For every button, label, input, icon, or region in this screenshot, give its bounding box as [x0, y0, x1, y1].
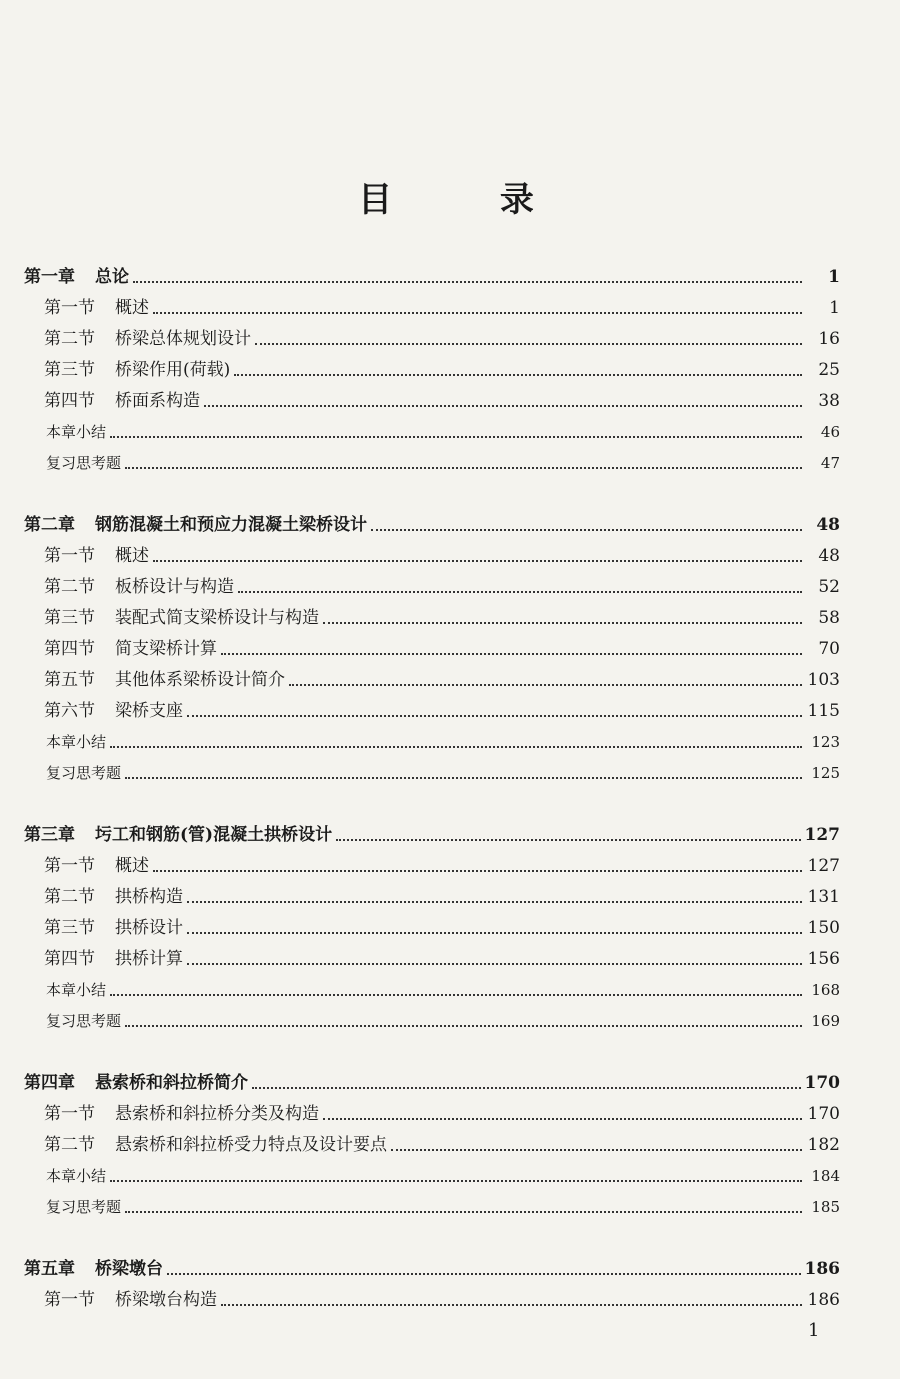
dot-leader — [133, 281, 802, 283]
entry-number: 第三节 — [44, 360, 95, 380]
entry-title: 本章小结 — [46, 423, 107, 441]
entry-label — [46, 758, 121, 789]
entry-title: 拱桥设计 — [115, 918, 183, 938]
chapter-entry[interactable] — [24, 510, 840, 541]
entry-page: 16 — [818, 329, 840, 349]
dot-leader — [110, 1180, 802, 1182]
entry-label — [44, 634, 217, 665]
chapter-entry[interactable] — [24, 262, 840, 293]
section-entry[interactable] — [24, 324, 840, 355]
dot-leader — [221, 1304, 802, 1306]
entry-label — [44, 572, 234, 603]
entry-label — [44, 293, 149, 324]
dot-leader — [110, 746, 802, 748]
entry-page: 52 — [818, 577, 840, 597]
dot-leader — [125, 467, 802, 469]
entry-page: 184 — [811, 1167, 840, 1185]
entry-title: 概述 — [115, 546, 149, 566]
entry-label — [24, 1254, 163, 1285]
dot-leader — [187, 932, 802, 934]
entry-label — [44, 882, 183, 913]
entry-number: 第二节 — [44, 1135, 95, 1155]
section-entry[interactable] — [24, 634, 840, 665]
entry-title: 本章小结 — [46, 981, 107, 999]
entry-page: 168 — [811, 981, 840, 999]
entry-page: 38 — [818, 391, 840, 411]
entry-page: 170 — [804, 1073, 840, 1093]
dot-leader — [391, 1149, 802, 1151]
dot-leader — [234, 374, 802, 376]
dot-leader — [255, 343, 802, 345]
dot-leader — [167, 1273, 801, 1275]
entry-label — [44, 1099, 319, 1130]
section-entry[interactable] — [24, 541, 840, 572]
entry-title: 桥梁墩台 — [95, 1259, 163, 1279]
section-entry[interactable] — [24, 696, 840, 727]
dot-leader — [252, 1087, 801, 1089]
section-entry[interactable] — [24, 1130, 840, 1161]
entry-number: 第四节 — [44, 949, 95, 969]
dot-leader — [238, 591, 802, 593]
chapter-gap — [24, 479, 840, 510]
entry-number: 第一节 — [44, 546, 95, 566]
entry-title: 装配式简支梁桥设计与构造 — [115, 608, 319, 628]
entry-label — [46, 975, 106, 1006]
entry-page: 47 — [820, 454, 840, 472]
dot-leader — [336, 839, 800, 841]
entry-page: 125 — [811, 764, 840, 782]
section-entry[interactable] — [24, 355, 840, 386]
table-of-contents — [24, 262, 840, 1316]
dot-leader — [289, 684, 802, 686]
entry-label — [44, 1285, 217, 1316]
entry-page: 58 — [818, 608, 840, 628]
review-entry[interactable] — [24, 758, 840, 789]
section-entry[interactable] — [24, 882, 840, 913]
entry-label — [44, 355, 230, 386]
entry-title: 梁桥支座 — [115, 701, 183, 721]
entry-page: 169 — [811, 1012, 840, 1030]
dot-leader — [153, 870, 802, 872]
section-entry[interactable] — [24, 572, 840, 603]
dot-leader — [110, 994, 802, 996]
entry-title: 拱桥计算 — [115, 949, 183, 969]
entry-title: 概述 — [115, 856, 149, 876]
entry-label — [46, 417, 106, 448]
entry-number: 第五章 — [24, 1259, 75, 1279]
section-entry[interactable] — [24, 1285, 840, 1316]
entry-label — [24, 262, 129, 293]
chapter-block — [24, 262, 840, 479]
section-entry[interactable] — [24, 851, 840, 882]
entry-title: 桥梁作用(荷载) — [115, 360, 231, 380]
section-entry[interactable] — [24, 944, 840, 975]
entry-title: 悬索桥和斜拉桥受力特点及设计要点 — [115, 1135, 387, 1155]
entry-page: 70 — [818, 639, 840, 659]
entry-label — [44, 386, 200, 417]
entry-label — [46, 1006, 121, 1037]
entry-page: 156 — [807, 949, 840, 969]
entry-number: 第三节 — [44, 918, 95, 938]
chapter-gap — [24, 1223, 840, 1254]
entry-page: 123 — [811, 733, 840, 751]
chapter-block — [24, 510, 840, 789]
entry-title: 悬索桥和斜拉桥简介 — [95, 1073, 248, 1093]
dot-leader — [110, 436, 802, 438]
dot-leader — [323, 622, 802, 624]
entry-number: 第四节 — [44, 639, 95, 659]
entry-page: 170 — [807, 1104, 840, 1124]
entry-title: 复习思考题 — [46, 764, 122, 782]
entry-page: 131 — [807, 887, 840, 907]
entry-number: 第三节 — [44, 608, 95, 628]
dot-leader — [187, 715, 802, 717]
review-entry[interactable] — [24, 1192, 840, 1223]
page-title: 目 录 — [358, 180, 582, 220]
section-entry[interactable] — [24, 913, 840, 944]
entry-title: 简支梁桥计算 — [115, 639, 217, 659]
entry-page: 25 — [818, 360, 840, 380]
entry-page: 182 — [807, 1135, 840, 1155]
entry-label — [24, 820, 332, 851]
entry-page: 185 — [811, 1198, 840, 1216]
chapter-entry[interactable] — [24, 820, 840, 851]
entry-page: 1 — [829, 298, 840, 318]
chapter-gap — [24, 789, 840, 820]
page-number: 1 — [808, 1320, 820, 1341]
entry-page: 186 — [804, 1259, 840, 1279]
entry-title: 总论 — [95, 267, 129, 287]
dot-leader — [323, 1118, 802, 1120]
chapter-gap — [24, 1037, 840, 1068]
dot-leader — [187, 901, 802, 903]
entry-title: 板桥设计与构造 — [115, 577, 234, 597]
entry-page: 150 — [807, 918, 840, 938]
entry-label — [44, 603, 319, 634]
entry-title: 复习思考题 — [46, 1012, 122, 1030]
entry-label — [44, 665, 285, 696]
section-entry[interactable] — [24, 1099, 840, 1130]
entry-number: 第二章 — [24, 515, 75, 535]
entry-number: 第四章 — [24, 1073, 75, 1093]
chapter-block — [24, 820, 840, 1037]
section-entry[interactable] — [24, 665, 840, 696]
entry-title: 钢筋混凝土和预应力混凝土梁桥设计 — [95, 515, 367, 535]
entry-label — [44, 944, 183, 975]
chapter-entry[interactable] — [24, 1254, 840, 1285]
entry-number: 第二节 — [44, 577, 95, 597]
entry-page: 1 — [828, 267, 840, 287]
dot-leader — [125, 1025, 802, 1027]
entry-title: 复习思考题 — [46, 1198, 122, 1216]
dot-leader — [125, 777, 802, 779]
dot-leader — [204, 405, 802, 407]
entry-number: 第二节 — [44, 329, 95, 349]
entry-number: 第六节 — [44, 701, 95, 721]
entry-title: 桥面系构造 — [115, 391, 200, 411]
section-entry[interactable] — [24, 386, 840, 417]
chapter-block — [24, 1254, 840, 1316]
entry-number: 第一节 — [44, 856, 95, 876]
entry-title: 概述 — [115, 298, 149, 318]
dot-leader — [125, 1211, 802, 1213]
entry-number: 第一节 — [44, 298, 95, 318]
entry-page: 186 — [807, 1290, 840, 1310]
entry-label — [44, 1130, 387, 1161]
entry-label — [46, 727, 106, 758]
entry-page: 48 — [818, 546, 840, 566]
entry-title: 其他体系梁桥设计简介 — [115, 670, 285, 690]
entry-title: 本章小结 — [46, 1167, 107, 1185]
section-entry[interactable] — [24, 603, 840, 634]
entry-label — [46, 1192, 121, 1223]
entry-title: 悬索桥和斜拉桥分类及构造 — [115, 1104, 319, 1124]
entry-label — [44, 851, 149, 882]
summary-entry[interactable] — [24, 975, 840, 1006]
summary-entry[interactable] — [24, 1161, 840, 1192]
entry-title: 本章小结 — [46, 733, 107, 751]
entry-number: 第五节 — [44, 670, 95, 690]
dot-leader — [153, 312, 802, 314]
entry-page: 127 — [807, 856, 840, 876]
entry-page: 103 — [807, 670, 840, 690]
section-entry[interactable] — [24, 293, 840, 324]
entry-title: 复习思考题 — [46, 454, 122, 472]
entry-number: 第三章 — [24, 825, 75, 845]
review-entry[interactable] — [24, 1006, 840, 1037]
entry-number: 第一节 — [44, 1104, 95, 1124]
entry-label — [24, 510, 367, 541]
chapter-block — [24, 1068, 840, 1223]
entry-title: 圬工和钢筋(管)混凝土拱桥设计 — [95, 825, 333, 845]
entry-label — [44, 324, 251, 355]
entry-label — [44, 541, 149, 572]
summary-entry[interactable] — [24, 727, 840, 758]
entry-number: 第一章 — [24, 267, 75, 287]
entry-page: 115 — [807, 701, 840, 721]
entry-number: 第二节 — [44, 887, 95, 907]
entry-title: 拱桥构造 — [115, 887, 183, 907]
review-entry[interactable] — [24, 448, 840, 479]
summary-entry[interactable] — [24, 417, 840, 448]
entry-number: 第四节 — [44, 391, 95, 411]
entry-label — [44, 696, 183, 727]
entry-page: 48 — [816, 515, 840, 535]
entry-page: 127 — [804, 825, 840, 845]
dot-leader — [153, 560, 802, 562]
entry-title: 桥梁总体规划设计 — [115, 329, 251, 349]
entry-page: 46 — [820, 423, 840, 441]
entry-number: 第一节 — [44, 1290, 95, 1310]
entry-title: 桥梁墩台构造 — [115, 1290, 217, 1310]
dot-leader — [187, 963, 802, 965]
entry-label — [24, 1068, 248, 1099]
dot-leader — [221, 653, 802, 655]
chapter-entry[interactable] — [24, 1068, 840, 1099]
entry-label — [44, 913, 183, 944]
dot-leader — [371, 529, 802, 531]
entry-label — [46, 1161, 106, 1192]
entry-label — [46, 448, 121, 479]
